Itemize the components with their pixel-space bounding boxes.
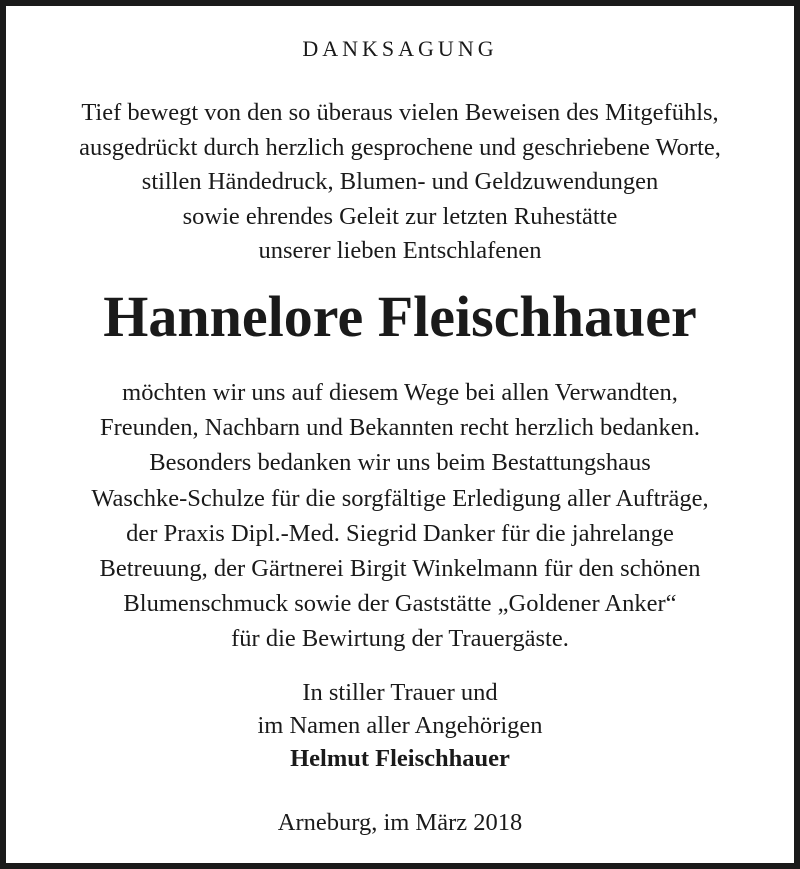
thanks-line: Besonders bedanken wir uns beim Bestattungshaus (149, 449, 651, 477)
thanks-line: Freunden, Nachbarn und Bekannten recht herzlich bedanken. (99, 414, 700, 442)
intro-line: sowie ehrendes Geleit zur letzten Ruhestätte (182, 202, 618, 230)
closing-block (6, 676, 794, 775)
thanks-paragraph (6, 375, 794, 657)
intro-line: stillen Händedruck, Blumen- und Geldzuwendungen (141, 168, 659, 195)
deceased-name: Hannelore Fleischhauer (103, 284, 697, 349)
notice-heading: DANKSAGUNG (302, 36, 498, 61)
thanks-line: Betreuung, der Gärtnerei Birgit Winkelmann für den schönen (99, 555, 701, 583)
thanks-line: Waschke-Schulze für die sorgfältige Erledigung aller Aufträge, (91, 484, 709, 512)
thanks-line: der Praxis Dipl.-Med. Siegrid Danker für die jahrelange (126, 519, 674, 547)
intro-line: unserer lieben Entschlafenen (258, 237, 542, 264)
thanks-line: möchten wir uns auf diesem Wege bei allen Verwandten, (122, 379, 678, 406)
thanks-line: Blumenschmuck sowie der Gaststätte „Goldener Anker“ (123, 590, 677, 618)
intro-line: ausgedrückt durch herzlich gesprochene und geschriebene Worte, (79, 133, 721, 161)
place-and-date: Arneburg, im März 2018 (277, 809, 523, 836)
intro-paragraph (6, 96, 794, 269)
signer-name: Helmut Fleischhauer (290, 745, 510, 772)
closing-line: In stiller Trauer und (302, 679, 498, 706)
thanks-line: für die Bewirtung der Trauergäste. (231, 625, 569, 653)
intro-line: Tief bewegt von den so überaus vielen Beweisen des Mitgefühls, (81, 99, 719, 126)
closing-line: im Namen aller Angehörigen (257, 712, 543, 739)
